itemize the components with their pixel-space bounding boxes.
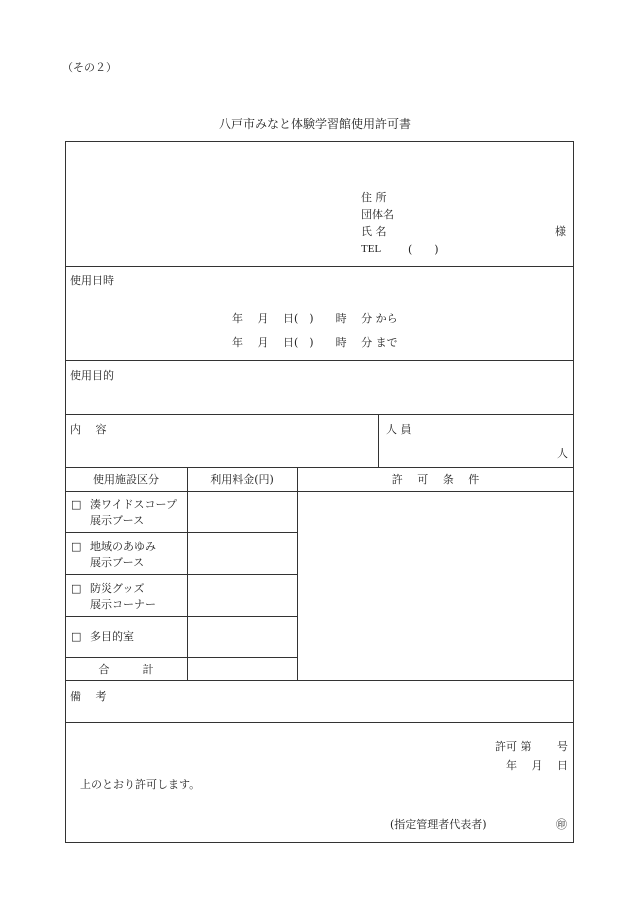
checkbox-icon: □ xyxy=(71,630,82,643)
permit-form-frame xyxy=(65,141,574,843)
personnel-unit: 人 xyxy=(557,447,568,460)
divider-row-1 xyxy=(65,532,298,533)
facility-row-3-line2: 展示コーナー xyxy=(90,598,156,611)
divider-table-header xyxy=(65,491,574,492)
facility-row-1-line2: 展示ブース xyxy=(90,514,145,527)
facility-row-3-line1: 防災グッズ xyxy=(90,582,145,595)
divider-applicant xyxy=(65,266,574,267)
col-fee-header: 利用料金(円) xyxy=(210,473,274,486)
facility-row-1-line1: 湊ワイドスコープ xyxy=(90,498,178,511)
divider-table-bottom xyxy=(65,680,574,681)
content-label: 内 容 xyxy=(70,423,107,436)
col-facility-header: 使用施設区分 xyxy=(93,473,159,486)
divider-usage-time xyxy=(65,360,574,361)
usage-time-label: 使用日時 xyxy=(70,274,114,287)
permit-date: 年 月 日 xyxy=(506,759,568,772)
remarks-label: 備 考 xyxy=(70,690,107,703)
checkbox-icon: □ xyxy=(71,582,82,595)
divider-purpose xyxy=(65,414,574,415)
permit-number: 許可 第 号 xyxy=(495,740,568,753)
personnel-label: 人 員 xyxy=(386,423,412,436)
permit-statement: 上のとおり許可します。 xyxy=(80,778,201,791)
signatory-label: (指定管理者代表者) xyxy=(390,818,487,831)
group-name-label: 団体名 xyxy=(361,208,394,221)
divider-row-3 xyxy=(65,616,298,617)
address-label: 住 所 xyxy=(361,191,387,204)
page-title: 八戸市みなと体験学習館使用許可書 xyxy=(218,117,411,131)
purpose-label: 使用目的 xyxy=(70,369,114,382)
section-number: （その２） xyxy=(62,61,117,74)
usage-time-to: 年 月 日( ) 時 分 まで xyxy=(232,336,398,349)
col-conditions-header: 許 可 条 件 xyxy=(391,473,480,486)
facility-row-2-line1: 地域のあゆみ xyxy=(90,540,156,553)
facility-row-4-line1: 多目的室 xyxy=(90,630,134,643)
divider-content-personnel xyxy=(378,414,379,467)
divider-remarks xyxy=(65,722,574,723)
seal-icon: ㊞ xyxy=(556,818,567,831)
name-label: 氏 名 xyxy=(361,225,387,238)
divider-row-2 xyxy=(65,574,298,575)
facility-row-2-line2: 展示ブース xyxy=(90,556,145,569)
divider-content xyxy=(65,467,574,468)
usage-time-from: 年 月 日( ) 時 分 から xyxy=(232,312,398,325)
divider-col-fee xyxy=(187,467,188,680)
honorific-sama: 様 xyxy=(555,225,566,238)
tel-label: TEL xyxy=(361,243,382,255)
tel-parentheses: ( ) xyxy=(408,243,439,256)
checkbox-icon: □ xyxy=(71,540,82,553)
divider-row-4 xyxy=(65,657,298,658)
divider-col-conditions xyxy=(297,467,298,680)
total-label: 合 計 xyxy=(98,663,154,676)
checkbox-icon: □ xyxy=(71,498,82,511)
